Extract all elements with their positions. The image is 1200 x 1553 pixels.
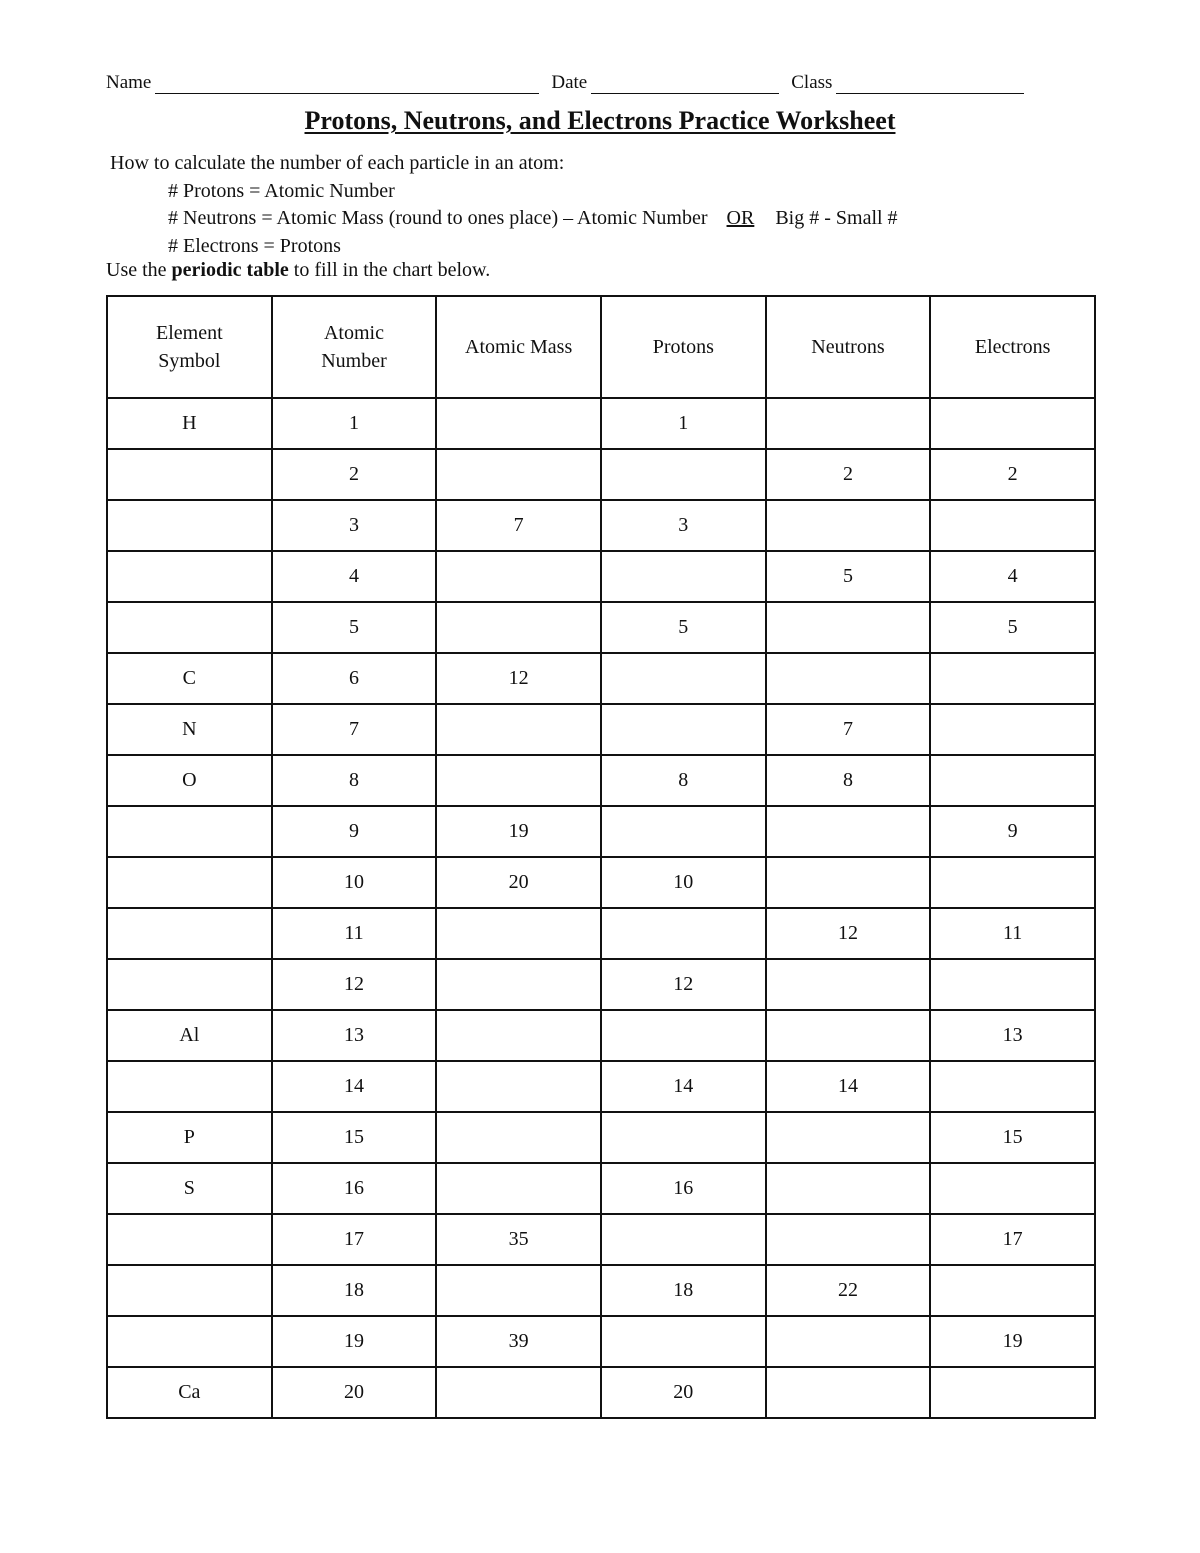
cell-neutrons: 8: [766, 755, 931, 806]
header-electrons-text: Electrons: [974, 336, 1051, 358]
cell-atomic-number: 14: [272, 1061, 437, 1112]
instructions: [110, 150, 898, 260]
header-atomic-number: [272, 296, 437, 398]
cell-atomic-mass[interactable]: [436, 1367, 601, 1418]
cell-neutrons[interactable]: [766, 1163, 931, 1214]
cell-neutrons[interactable]: [766, 1112, 931, 1163]
cell-element-symbol[interactable]: [107, 908, 272, 959]
cell-element-symbol[interactable]: [107, 551, 272, 602]
cell-electrons[interactable]: [930, 857, 1095, 908]
cell-atomic-mass[interactable]: [436, 1061, 601, 1112]
header-element-symbol: [107, 296, 272, 398]
cell-atomic-mass[interactable]: [436, 602, 601, 653]
use-periodic-table-line: [106, 259, 490, 282]
header-atomic-mass-text: Atomic Mass: [465, 336, 573, 358]
cell-atomic-number: 18: [272, 1265, 437, 1316]
cell-electrons[interactable]: [930, 398, 1095, 449]
table-row: [107, 755, 1095, 806]
cell-atomic-mass: 19: [436, 806, 601, 857]
cell-atomic-mass: 20: [436, 857, 601, 908]
cell-protons: 3: [601, 500, 766, 551]
cell-electrons: 13: [930, 1010, 1095, 1061]
cell-element-symbol: S: [107, 1163, 272, 1214]
cell-element-symbol[interactable]: [107, 500, 272, 551]
cell-protons[interactable]: [601, 1112, 766, 1163]
electrons-rule: # Electrons = Protons: [168, 234, 341, 257]
periodic-table-emphasis: periodic table: [171, 259, 289, 281]
cell-neutrons: 7: [766, 704, 931, 755]
neutrons-rule: # Neutrons = Atomic Mass (round to ones place) – Atomic Number: [168, 207, 708, 229]
table-row: [107, 704, 1095, 755]
header-element-symbol-text: Symbol: [158, 350, 221, 372]
cell-element-symbol[interactable]: [107, 1061, 272, 1112]
header-neutrons: [766, 296, 931, 398]
cell-electrons: 15: [930, 1112, 1095, 1163]
cell-electrons[interactable]: [930, 1265, 1095, 1316]
use-prefix: Use the: [106, 259, 167, 281]
table-row: [107, 857, 1095, 908]
cell-atomic-number: 4: [272, 551, 437, 602]
cell-neutrons[interactable]: [766, 959, 931, 1010]
cell-electrons: 17: [930, 1214, 1095, 1265]
cell-electrons[interactable]: [930, 704, 1095, 755]
cell-atomic-mass[interactable]: [436, 1265, 601, 1316]
cell-atomic-mass: 39: [436, 1316, 601, 1367]
cell-protons[interactable]: [601, 806, 766, 857]
cell-protons: 12: [601, 959, 766, 1010]
chart-body: [107, 398, 1095, 1418]
cell-neutrons: 5: [766, 551, 931, 602]
chart-header-row: [107, 296, 1095, 398]
table-row: [107, 602, 1095, 653]
cell-atomic-number: 3: [272, 500, 437, 551]
worksheet-title: Protons, Neutrons, and Electrons Practice Worksheet: [304, 106, 896, 135]
cell-protons: 1: [601, 398, 766, 449]
cell-electrons: 4: [930, 551, 1095, 602]
header-element-symbol-text: Element: [156, 322, 223, 344]
cell-electrons[interactable]: [930, 1367, 1095, 1418]
cell-element-symbol[interactable]: [107, 857, 272, 908]
header-protons: [601, 296, 766, 398]
cell-electrons[interactable]: [930, 653, 1095, 704]
cell-atomic-number: 1: [272, 398, 437, 449]
table-row: [107, 1367, 1095, 1418]
cell-neutrons[interactable]: [766, 398, 931, 449]
name-field[interactable]: [155, 75, 539, 94]
header-atomic-mass: [436, 296, 601, 398]
header-protons-text: Protons: [652, 336, 714, 358]
cell-atomic-number: 17: [272, 1214, 437, 1265]
cell-element-symbol[interactable]: [107, 602, 272, 653]
date-field[interactable]: [591, 75, 779, 94]
table-row: [107, 908, 1095, 959]
cell-electrons[interactable]: [930, 1163, 1095, 1214]
element-chart: [106, 295, 1096, 1419]
cell-element-symbol[interactable]: [107, 1265, 272, 1316]
cell-electrons: 2: [930, 449, 1095, 500]
cell-atomic-mass: 12: [436, 653, 601, 704]
cell-atomic-number: 11: [272, 908, 437, 959]
cell-protons: 10: [601, 857, 766, 908]
cell-atomic-mass: 7: [436, 500, 601, 551]
cell-atomic-number: 7: [272, 704, 437, 755]
cell-protons: 18: [601, 1265, 766, 1316]
cell-electrons: 9: [930, 806, 1095, 857]
cell-protons[interactable]: [601, 908, 766, 959]
cell-neutrons[interactable]: [766, 1316, 931, 1367]
cell-electrons[interactable]: [930, 500, 1095, 551]
cell-atomic-number: 12: [272, 959, 437, 1010]
cell-protons[interactable]: [601, 1010, 766, 1061]
cell-atomic-number: 13: [272, 1010, 437, 1061]
cell-element-symbol[interactable]: [107, 959, 272, 1010]
class-label: Class: [791, 72, 833, 93]
cell-atomic-mass[interactable]: [436, 755, 601, 806]
cell-atomic-mass[interactable]: [436, 908, 601, 959]
cell-element-symbol: P: [107, 1112, 272, 1163]
cell-atomic-mass[interactable]: [436, 1112, 601, 1163]
cell-protons[interactable]: [601, 1316, 766, 1367]
cell-atomic-mass[interactable]: [436, 959, 601, 1010]
cell-neutrons: 12: [766, 908, 931, 959]
student-info-line: [106, 72, 1056, 94]
table-row: [107, 1265, 1095, 1316]
cell-electrons: 19: [930, 1316, 1095, 1367]
cell-atomic-mass[interactable]: [436, 551, 601, 602]
table-row: [107, 959, 1095, 1010]
cell-atomic-number: 15: [272, 1112, 437, 1163]
table-row: [107, 500, 1095, 551]
instructions-intro: How to calculate the number of each particle in an atom:: [110, 152, 565, 174]
cell-element-symbol: H: [107, 398, 272, 449]
neutrons-alt-rule: Big # - Small #: [775, 207, 898, 229]
table-row: [107, 1316, 1095, 1367]
cell-neutrons[interactable]: [766, 653, 931, 704]
cell-atomic-mass[interactable]: [436, 1010, 601, 1061]
cell-electrons[interactable]: [930, 755, 1095, 806]
cell-element-symbol: N: [107, 704, 272, 755]
header-neutrons-text: Neutrons: [811, 336, 885, 358]
table-row: [107, 653, 1095, 704]
cell-atomic-mass: 35: [436, 1214, 601, 1265]
protons-rule: # Protons = Atomic Number: [168, 179, 395, 202]
cell-atomic-mass[interactable]: [436, 704, 601, 755]
cell-element-symbol: O: [107, 755, 272, 806]
cell-element-symbol[interactable]: [107, 1316, 272, 1367]
cell-protons[interactable]: [601, 449, 766, 500]
cell-element-symbol[interactable]: [107, 806, 272, 857]
cell-element-symbol[interactable]: [107, 449, 272, 500]
cell-electrons[interactable]: [930, 959, 1095, 1010]
cell-atomic-number: 20: [272, 1367, 437, 1418]
cell-element-symbol: C: [107, 653, 272, 704]
cell-protons[interactable]: [601, 551, 766, 602]
header-electrons: [930, 296, 1095, 398]
cell-electrons: 11: [930, 908, 1095, 959]
neutrons-or: OR: [726, 207, 755, 229]
cell-atomic-number: 2: [272, 449, 437, 500]
table-row: [107, 806, 1095, 857]
cell-element-symbol[interactable]: [107, 1214, 272, 1265]
class-field[interactable]: [836, 75, 1024, 94]
cell-element-symbol: Ca: [107, 1367, 272, 1418]
table-row: [107, 1061, 1095, 1112]
cell-atomic-number: 8: [272, 755, 437, 806]
cell-neutrons[interactable]: [766, 1367, 931, 1418]
cell-atomic-number: 5: [272, 602, 437, 653]
cell-neutrons: 14: [766, 1061, 931, 1112]
cell-atomic-number: 16: [272, 1163, 437, 1214]
neutrons-rule-line: [110, 205, 898, 233]
cell-atomic-number: 10: [272, 857, 437, 908]
cell-neutrons: 22: [766, 1265, 931, 1316]
cell-protons: 8: [601, 755, 766, 806]
table-row: [107, 449, 1095, 500]
cell-electrons[interactable]: [930, 1061, 1095, 1112]
cell-atomic-number: 6: [272, 653, 437, 704]
cell-electrons: 5: [930, 602, 1095, 653]
cell-protons[interactable]: [601, 704, 766, 755]
cell-neutrons[interactable]: [766, 1010, 931, 1061]
table-row: [107, 551, 1095, 602]
table-row: [107, 398, 1095, 449]
cell-neutrons: 2: [766, 449, 931, 500]
cell-protons: 14: [601, 1061, 766, 1112]
cell-neutrons[interactable]: [766, 806, 931, 857]
cell-protons: 20: [601, 1367, 766, 1418]
use-suffix: to fill in the chart below.: [293, 259, 491, 281]
cell-neutrons[interactable]: [766, 602, 931, 653]
header-atomic-number-text: Number: [321, 350, 387, 372]
cell-atomic-mass[interactable]: [436, 1163, 601, 1214]
date-label: Date: [551, 72, 588, 93]
cell-protons[interactable]: [601, 653, 766, 704]
cell-protons: 5: [601, 602, 766, 653]
table-row: [107, 1163, 1095, 1214]
header-atomic-number-text: Atomic: [323, 322, 384, 344]
cell-neutrons[interactable]: [766, 857, 931, 908]
table-row: [107, 1112, 1095, 1163]
table-row: [107, 1214, 1095, 1265]
table-row: [107, 1010, 1095, 1061]
name-label: Name: [106, 72, 152, 93]
cell-atomic-number: 9: [272, 806, 437, 857]
cell-neutrons[interactable]: [766, 500, 931, 551]
cell-protons[interactable]: [601, 1214, 766, 1265]
cell-element-symbol: Al: [107, 1010, 272, 1061]
cell-atomic-mass[interactable]: [436, 398, 601, 449]
cell-protons: 16: [601, 1163, 766, 1214]
cell-atomic-mass[interactable]: [436, 449, 601, 500]
cell-atomic-number: 19: [272, 1316, 437, 1367]
cell-neutrons[interactable]: [766, 1214, 931, 1265]
